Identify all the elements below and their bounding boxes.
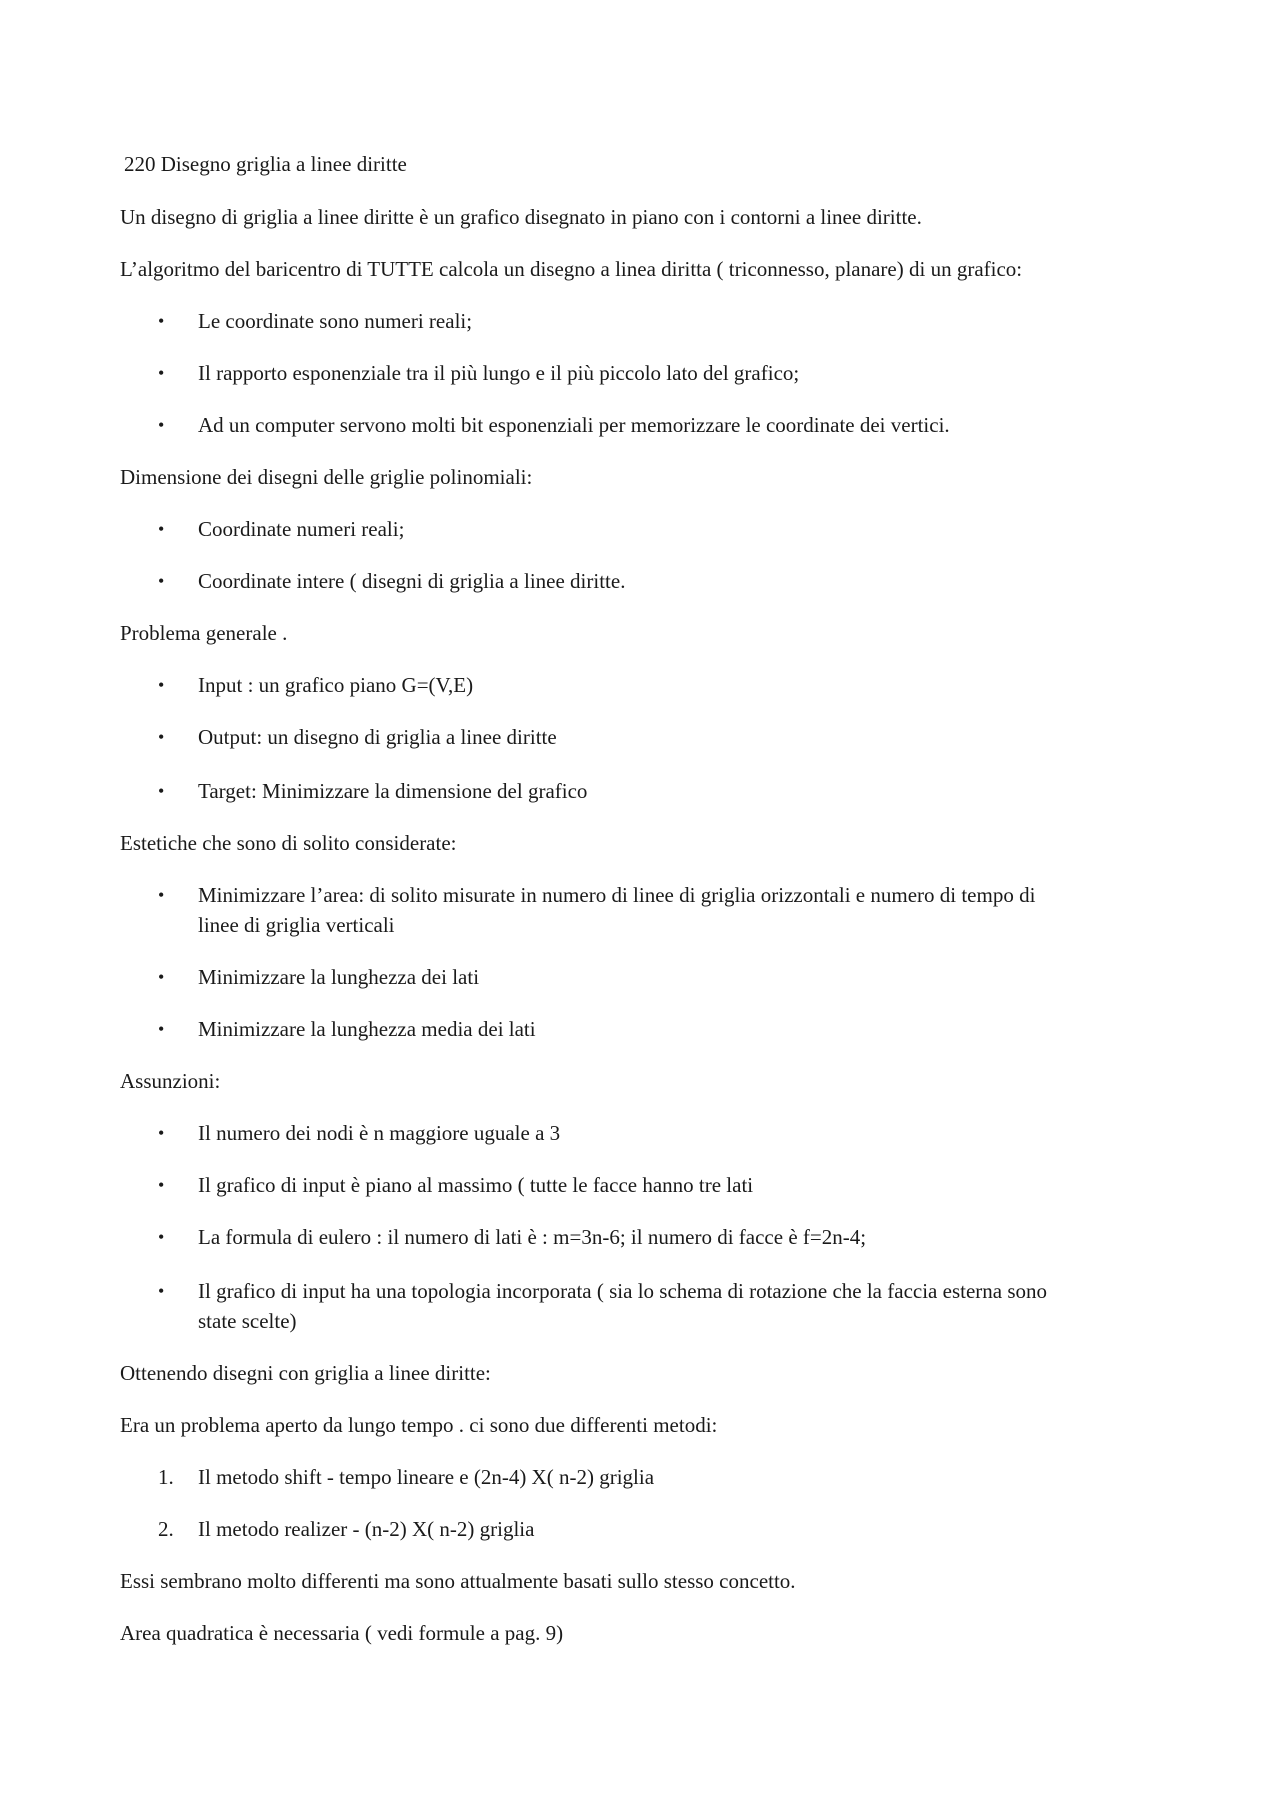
list-item-text: Input : un grafico piano G=(V,E) [198,673,474,697]
paragraph-dimension: Dimensione dei disegni delle griglie polinomiali: [120,465,533,489]
bullet-marker: • [158,967,165,987]
list-item-text: Coordinate numeri reali; [198,517,405,541]
list-item-text: state scelte) [198,1309,297,1333]
paragraph-same-concept: Essi sembrano molto differenti ma sono attualmente basati sullo stesso concetto. [120,1569,796,1593]
list-item-text: Le coordinate sono numeri reali; [198,309,473,333]
list-item-text: Il grafico di input è piano al massimo ( tutte le facce hanno tre lati [198,1173,754,1197]
document-title: 220 Disegno griglia a linee diritte [124,152,407,176]
paragraph-definition: Un disegno di griglia a linee diritte è un grafico disegnato in piano con i contorni a linee diritte. [120,205,922,229]
list-item-text: Target: Minimizzare la dimensione del grafico [198,779,588,803]
bullet-marker: • [158,519,165,539]
bullet-marker: • [158,571,165,591]
bullet-marker: • [158,1227,165,1247]
list-item-text: Ad un computer servono molti bit esponenziali per memorizzare le coordinate dei vertici. [198,413,950,437]
list-item-text: La formula di eulero : il numero di lati è : m=3n-6; il numero di facce è f=2n-4; [198,1225,867,1249]
list-item-text: Il numero dei nodi è n maggiore uguale a 3 [198,1121,561,1145]
number-marker: 2. [158,1517,174,1541]
list-item-text: Output: un disegno di griglia a linee diritte [198,725,557,749]
bullet-marker: • [158,1175,165,1195]
list-item-text: Il rapporto esponenziale tra il più lungo e il più piccolo lato del grafico; [198,361,800,385]
bullet-marker: • [158,781,165,801]
bullet-marker: • [158,885,165,905]
list-item-text: Coordinate intere ( disegni di griglia a linee diritte. [198,569,626,593]
bullet-marker: • [158,1019,165,1039]
list-item-text: Minimizzare la lunghezza media dei lati [198,1017,536,1041]
list-item-text: Il metodo shift - tempo lineare e (2n-4) X( n-2) griglia [198,1465,655,1489]
paragraph-tutte-algorithm: L’algoritmo del baricentro di TUTTE calcola un disegno a linea diritta ( triconnesso, planare) di un grafico: [120,257,1023,281]
list-item-text: Il metodo realizer - (n-2) X( n-2) griglia [198,1517,535,1541]
bullet-marker: • [158,311,165,331]
list-item-text: Il grafico di input ha una topologia incorporata ( sia lo schema di rotazione che la faccia esterna sono [198,1279,1048,1303]
bullet-marker: • [158,415,165,435]
bullet-marker: • [158,1281,165,1301]
paragraph-quadratic-area: Area quadratica è necessaria ( vedi formule a pag. 9) [120,1621,564,1645]
paragraph-assumptions: Assunzioni: [120,1069,221,1093]
number-marker: 1. [158,1465,174,1489]
paragraph-open-problem: Era un problema aperto da lungo tempo . ci sono due differenti metodi: [120,1413,718,1437]
paragraph-general-problem: Problema generale . [120,621,288,645]
paragraph-aesthetics: Estetiche che sono di solito considerate: [120,831,457,855]
paragraph-obtaining-drawings: Ottenendo disegni con griglia a linee diritte: [120,1361,491,1385]
list-item-text: Minimizzare l’area: di solito misurate in numero di linee di griglia orizzontali e numero di tempo di [198,883,1036,907]
bullet-marker: • [158,1123,165,1143]
list-item-text: Minimizzare la lunghezza dei lati [198,965,480,989]
bullet-marker: • [158,363,165,383]
list-item-text: linee di griglia verticali [198,913,395,937]
bullet-marker: • [158,675,165,695]
bullet-marker: • [158,727,165,747]
